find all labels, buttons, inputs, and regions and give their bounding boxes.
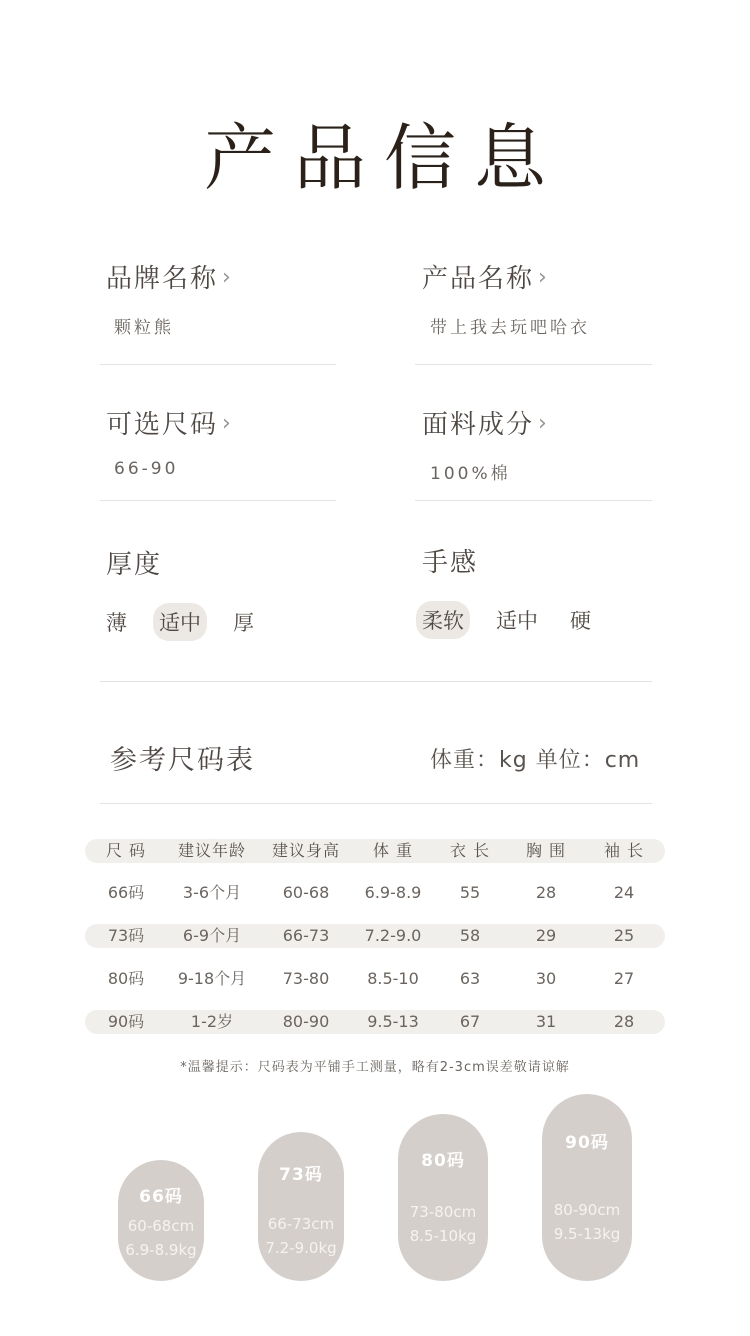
table-cell: 80-90 xyxy=(282,1012,330,1031)
pill-size-name: 73码 xyxy=(279,1165,323,1185)
table-cell: 55 xyxy=(459,883,481,902)
table-row xyxy=(85,1010,665,1034)
table-cell: 90码 xyxy=(107,1012,145,1031)
pill-weight-range: 8.5-10kg xyxy=(409,1227,477,1245)
thickness-option[interactable]: 厚 xyxy=(233,611,254,635)
feel-group xyxy=(422,542,658,639)
column-header: 袖 长 xyxy=(603,841,645,860)
table-cell: 66码 xyxy=(107,883,145,902)
thickness-option[interactable]: 薄 xyxy=(106,611,127,635)
pill-size-name: 80码 xyxy=(421,1151,465,1171)
table-cell: 9.5-13 xyxy=(367,1012,419,1031)
column-header: 体 重 xyxy=(372,841,414,860)
brand-field xyxy=(106,258,342,338)
column-header: 衣 长 xyxy=(449,841,491,860)
product-value: 带上我去玩吧哈衣 xyxy=(430,318,590,338)
pill-weight-range: 9.5-13kg xyxy=(553,1225,621,1243)
size-pill-66 xyxy=(118,1160,204,1281)
pill-size-name: 90码 xyxy=(565,1133,609,1153)
pill-height-range: 80-90cm xyxy=(553,1201,621,1219)
chevron-right-icon: › xyxy=(222,411,231,436)
pill-height-range: 66-73cm xyxy=(267,1215,335,1233)
table-cell: 58 xyxy=(459,926,481,945)
pill-size-name: 66码 xyxy=(139,1187,183,1207)
feel-label: 手感 xyxy=(422,548,479,578)
fabric-field xyxy=(422,404,658,484)
size-chart-title: 参考尺码表 xyxy=(110,745,255,776)
table-cell: 25 xyxy=(613,926,635,945)
sizes-label: 可选尺码 xyxy=(106,410,219,440)
sizes-field xyxy=(106,404,342,479)
thickness-options xyxy=(100,603,342,641)
pill-height-range: 73-80cm xyxy=(409,1203,477,1221)
product-field xyxy=(422,258,658,338)
table-cell: 73-80 xyxy=(282,969,330,988)
column-header: 建议年龄 xyxy=(177,841,247,860)
table-cell: 9-18个月 xyxy=(177,969,247,988)
column-header: 建议身高 xyxy=(271,841,341,860)
chevron-right-icon: › xyxy=(538,411,547,436)
thickness-option-selected[interactable]: 适中 xyxy=(153,603,207,641)
table-cell: 3-6个月 xyxy=(182,883,242,902)
unit-text: 体重：kg 单位：cm xyxy=(430,748,641,773)
fabric-value: 100%棉 xyxy=(430,464,511,484)
divider xyxy=(100,364,336,365)
page-title: 产品信息 xyxy=(203,116,564,200)
divider xyxy=(415,500,652,501)
table-cell: 7.2-9.0 xyxy=(364,926,422,945)
feel-options xyxy=(416,601,658,639)
pill-weight-range: 6.9-8.9kg xyxy=(125,1241,197,1259)
table-cell: 6.9-8.9 xyxy=(364,883,422,902)
table-cell: 24 xyxy=(613,883,635,902)
feel-option-selected[interactable]: 柔软 xyxy=(416,601,470,639)
fabric-label: 面料成分 xyxy=(422,410,535,440)
table-cell: 1-2岁 xyxy=(190,1012,234,1031)
table-cell: 6-9个月 xyxy=(182,926,242,945)
thickness-group xyxy=(106,544,342,641)
pill-height-range: 60-68cm xyxy=(127,1217,195,1235)
table-row xyxy=(85,967,665,991)
table-cell: 66-73 xyxy=(282,926,330,945)
table-row xyxy=(85,881,665,905)
table-cell: 8.5-10 xyxy=(367,969,419,988)
table-cell: 67 xyxy=(459,1012,481,1031)
sizes-value: 66-90 xyxy=(114,459,179,479)
table-cell: 27 xyxy=(613,969,635,988)
column-header: 胸 围 xyxy=(525,841,567,860)
size-pill-73 xyxy=(258,1132,344,1281)
table-cell: 29 xyxy=(535,926,557,945)
divider xyxy=(100,681,652,682)
table-row xyxy=(85,924,665,948)
table-cell: 30 xyxy=(535,969,557,988)
size-pill-80 xyxy=(398,1114,488,1281)
chevron-right-icon: › xyxy=(538,265,547,290)
divider xyxy=(415,364,652,365)
product-label: 产品名称 xyxy=(422,264,535,294)
table-cell: 80码 xyxy=(107,969,145,988)
size-table xyxy=(85,839,665,1034)
table-cell: 28 xyxy=(613,1012,635,1031)
divider xyxy=(100,500,336,501)
pill-weight-range: 7.2-9.0kg xyxy=(265,1239,337,1257)
thickness-label: 厚度 xyxy=(106,550,163,580)
table-cell: 63 xyxy=(459,969,481,988)
measurement-note: *温馨提示：尺码表为平铺手工测量，略有2-3cm误差敬请谅解 xyxy=(180,1060,570,1075)
chevron-right-icon: › xyxy=(222,265,231,290)
brand-label: 品牌名称 xyxy=(106,264,219,294)
table-header xyxy=(85,839,665,863)
feel-option[interactable]: 硬 xyxy=(570,609,591,633)
divider xyxy=(100,803,652,804)
table-cell: 31 xyxy=(535,1012,557,1031)
brand-value: 颗粒熊 xyxy=(114,318,174,338)
column-header: 尺 码 xyxy=(105,841,147,860)
table-cell: 60-68 xyxy=(282,883,330,902)
feel-option[interactable]: 适中 xyxy=(496,609,538,633)
table-cell: 28 xyxy=(535,883,557,902)
table-cell: 73码 xyxy=(107,926,145,945)
size-pill-90 xyxy=(542,1094,632,1281)
